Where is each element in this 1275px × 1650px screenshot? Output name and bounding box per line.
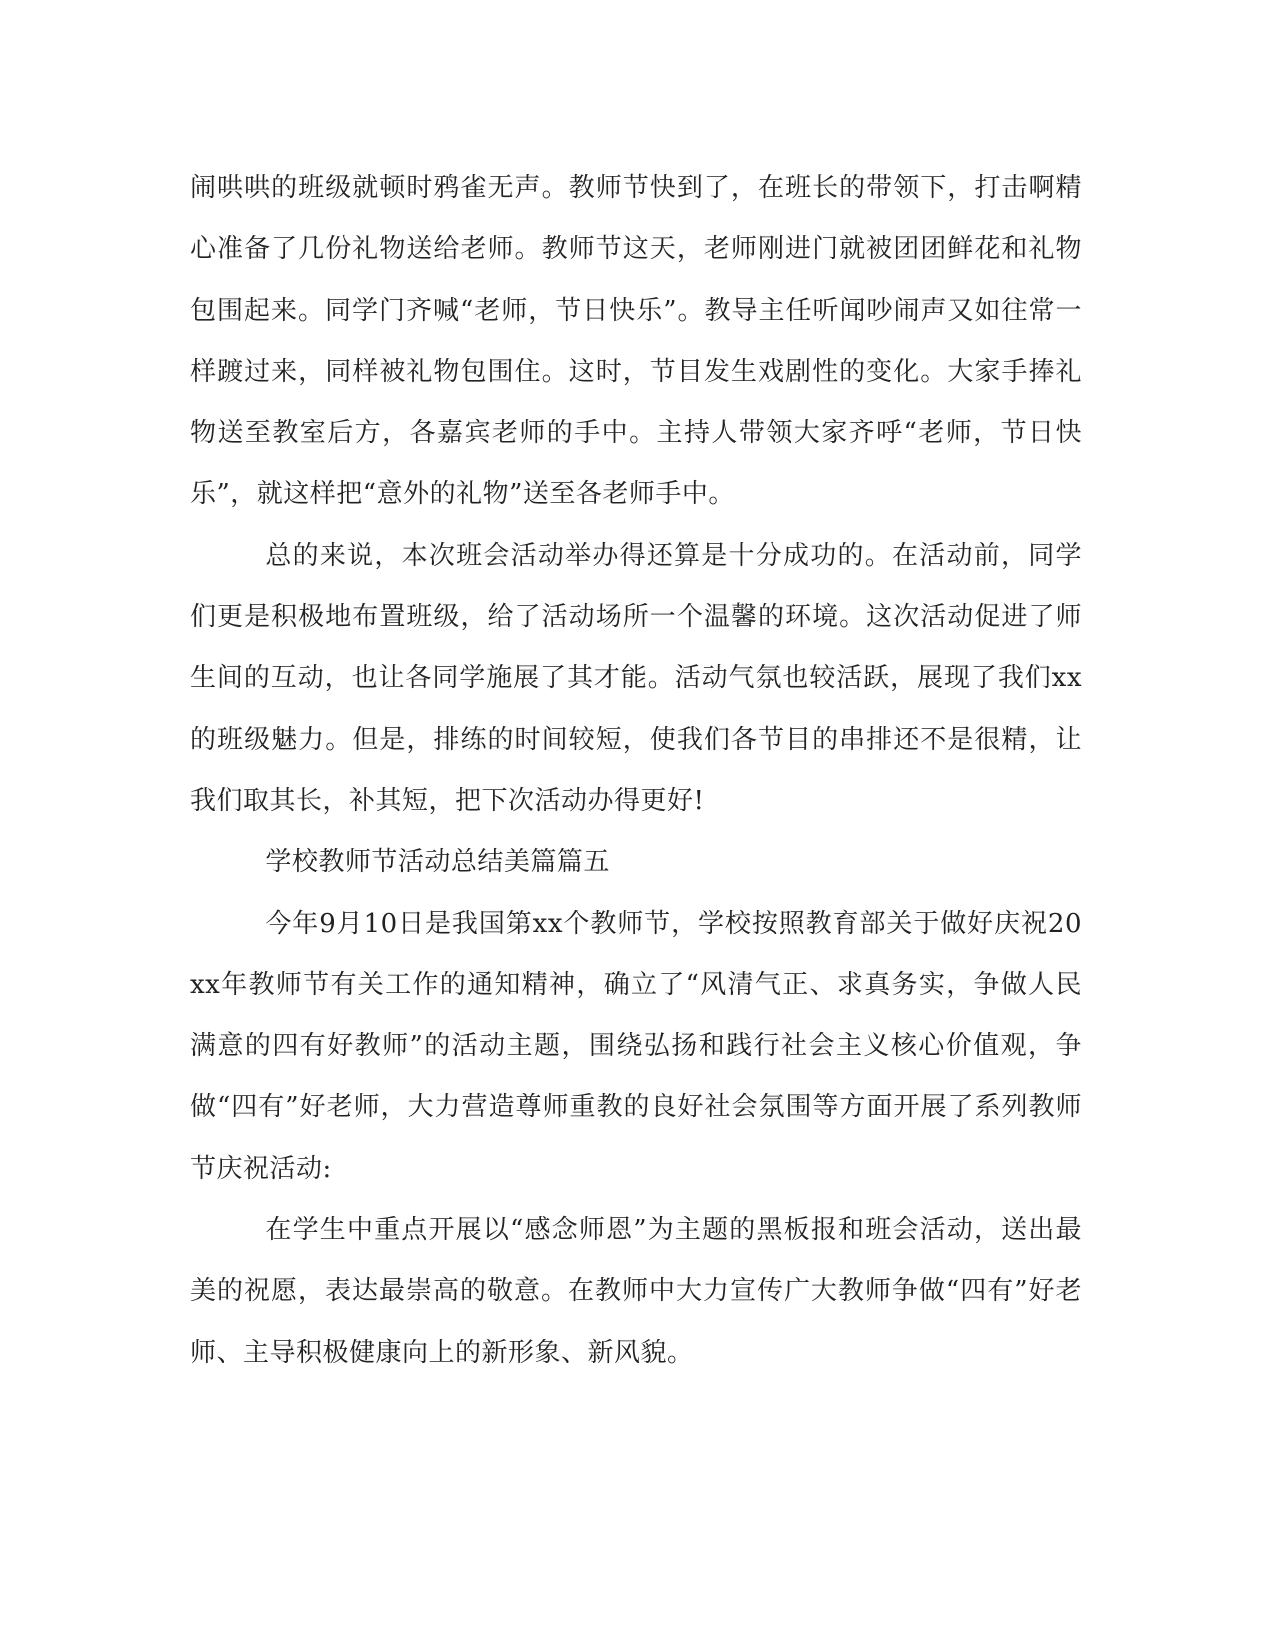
- paragraph-2: 总的来说，本次班会活动举办得还算是十分成功的。在活动前，同学们更是积极地布置班级，给了活动场所一个温馨的环境。这次活动促进了师生间的互动，也让各同学施展了其才能。活动气氛也较活跃，展现了我们xx的班级魅力。但是，排练的时间较短，使我们各节目的串排还不是很精，让我们取其长，补其短，把下次活动办得更好!: [190, 540, 1082, 816]
- document-body: [190, 158, 1082, 1384]
- section-heading: 学校教师节活动总结美篇篇五: [265, 847, 610, 878]
- paragraph-1: 闹哄哄的班级就顿时鸦雀无声。教师节快到了，在班长的带领下，打击啊精心准备了几份礼物送给老师。教师节这天，老师刚进门就被团团鲜花和礼物包围起来。同学门齐喊“老师，节日快乐”。教导主任听闻吵闹声又如往常一样踱过来，同样被礼物包围住。这时，节目发生戏剧性的变化。大家手捧礼物送至教室后方，各嘉宾老师的手中。主持人带领大家齐呼“老师，节日快乐”，就这样把“意外的礼物”送至各老师手中。: [190, 173, 1082, 510]
- paragraph-4: 在学生中重点开展以“感念师恩”为主题的黑板报和班会活动，送出最美的祝愿，表达最崇高的敬意。在教师中大力宣传广大教师争做“四有”好老师、主导积极健康向上的新形象、新风貌。: [190, 1215, 1082, 1368]
- paragraph-3: 今年9月10日是我国第xx个教师节，学校按照教育部关于做好庆祝20xx年教师节有关工作的通知精神，确立了“风清气正、求真务实，争做人民满意的四有好教师”的活动主题，围绕弘扬和践行社会主义核心价值观，争做“四有”好老师，大力营造尊师重教的良好社会氛围等方面开展了系列教师节庆祝活动:: [190, 908, 1082, 1184]
